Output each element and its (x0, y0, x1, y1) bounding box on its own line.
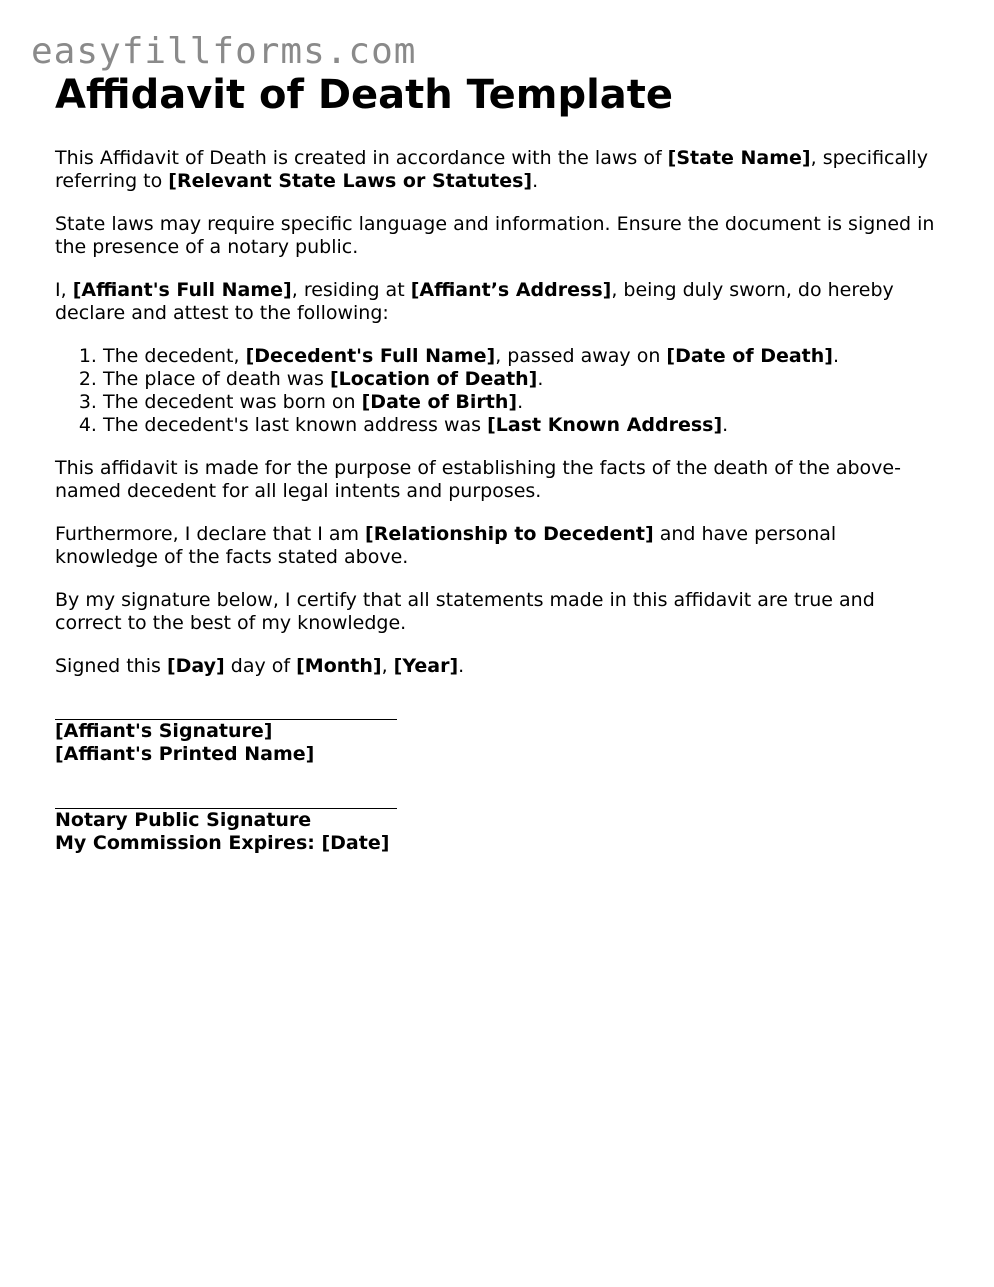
location-of-death-placeholder: [Location of Death] (329, 368, 538, 390)
signed-text: Signed this (55, 655, 167, 677)
list-item (103, 391, 945, 414)
notary-signature-label: Notary Public Signature (55, 809, 312, 831)
signed-date-paragraph (55, 655, 945, 678)
relationship-paragraph (55, 523, 945, 569)
facts-list (55, 345, 945, 437)
relationship-text-1: Furthermore, I declare that I am (55, 523, 366, 545)
relationship-placeholder: [Relationship to Decedent] (365, 523, 654, 545)
statutes-placeholder: [Relevant State Laws or Statutes] (168, 170, 533, 192)
list-item-text: The decedent's last known address was (103, 414, 488, 436)
intro-text-1: This Affidavit of Death is created in accordance with the laws of (55, 147, 668, 169)
signed-text: , (381, 655, 394, 677)
list-item-text: , passed away on (495, 345, 667, 367)
intro-paragraph (55, 147, 945, 193)
day-placeholder: [Day] (166, 655, 225, 677)
decedent-name-placeholder: [Decedent's Full Name] (245, 345, 496, 367)
declaration-paragraph (55, 279, 945, 325)
intro-text-2: , specifically referring to (55, 147, 928, 192)
purpose-paragraph: This affidavit is made for the purpose of establishing the facts of the death of the above-named decedent for all legal intents and purposes. (55, 457, 901, 502)
date-of-death-placeholder: [Date of Death] (666, 345, 833, 367)
list-item-text: . (517, 391, 524, 413)
affiant-printed-name-label: [Affiant's Printed Name] (55, 743, 315, 765)
list-item-text: The place of death was (103, 368, 330, 390)
declaration-text-3: , being duly sworn, do hereby declare and attest to the following: (55, 279, 894, 324)
signature-spacer (55, 766, 945, 787)
affiant-address-placeholder: [Affiant’s Address] (410, 279, 612, 301)
affiant-signature-label: [Affiant's Signature] (55, 720, 273, 742)
year-placeholder: [Year] (393, 655, 459, 677)
list-item-text: The decedent was born on (103, 391, 362, 413)
notary-signature-line (55, 787, 397, 809)
list-item-text: . (722, 414, 729, 436)
document-body (55, 70, 945, 855)
list-item-text: . (537, 368, 544, 390)
list-item (103, 414, 945, 437)
list-item (103, 368, 945, 391)
list-item-text: . (832, 345, 840, 367)
notary-signature-block (55, 787, 945, 855)
list-item-text: The decedent, (103, 345, 246, 367)
state-name-placeholder: [State Name] (667, 147, 811, 169)
intro-text-3: . (532, 170, 539, 192)
declaration-text-1: I, (55, 279, 73, 301)
affiant-signature-line (55, 698, 397, 720)
declaration-text-2: , residing at (291, 279, 411, 301)
date-of-birth-placeholder: [Date of Birth] (361, 391, 518, 413)
month-placeholder: [Month] (296, 655, 382, 677)
last-known-address-placeholder: [Last Known Address] (487, 414, 723, 436)
watermark-text: easyfillforms.com (31, 31, 417, 72)
notice-paragraph: State laws may require specific language and information. Ensure the document is signed in the presence of a notary public. (55, 213, 935, 258)
page-title: Affidavit of Death Template (55, 72, 674, 118)
list-item (103, 345, 945, 368)
signed-text: day of (224, 655, 297, 677)
relationship-text-2: and have personal knowledge of the facts stated above. (55, 523, 837, 568)
commission-expires-label: My Commission Expires: [Date] (55, 832, 390, 854)
affiant-signature-block (55, 698, 945, 766)
affiant-name-placeholder: [Affiant's Full Name] (72, 279, 292, 301)
signed-text: . (458, 655, 465, 677)
certify-paragraph: By my signature below, I certify that all statements made in this affidavit are true and correct to the best of my knowledge. (55, 589, 875, 634)
